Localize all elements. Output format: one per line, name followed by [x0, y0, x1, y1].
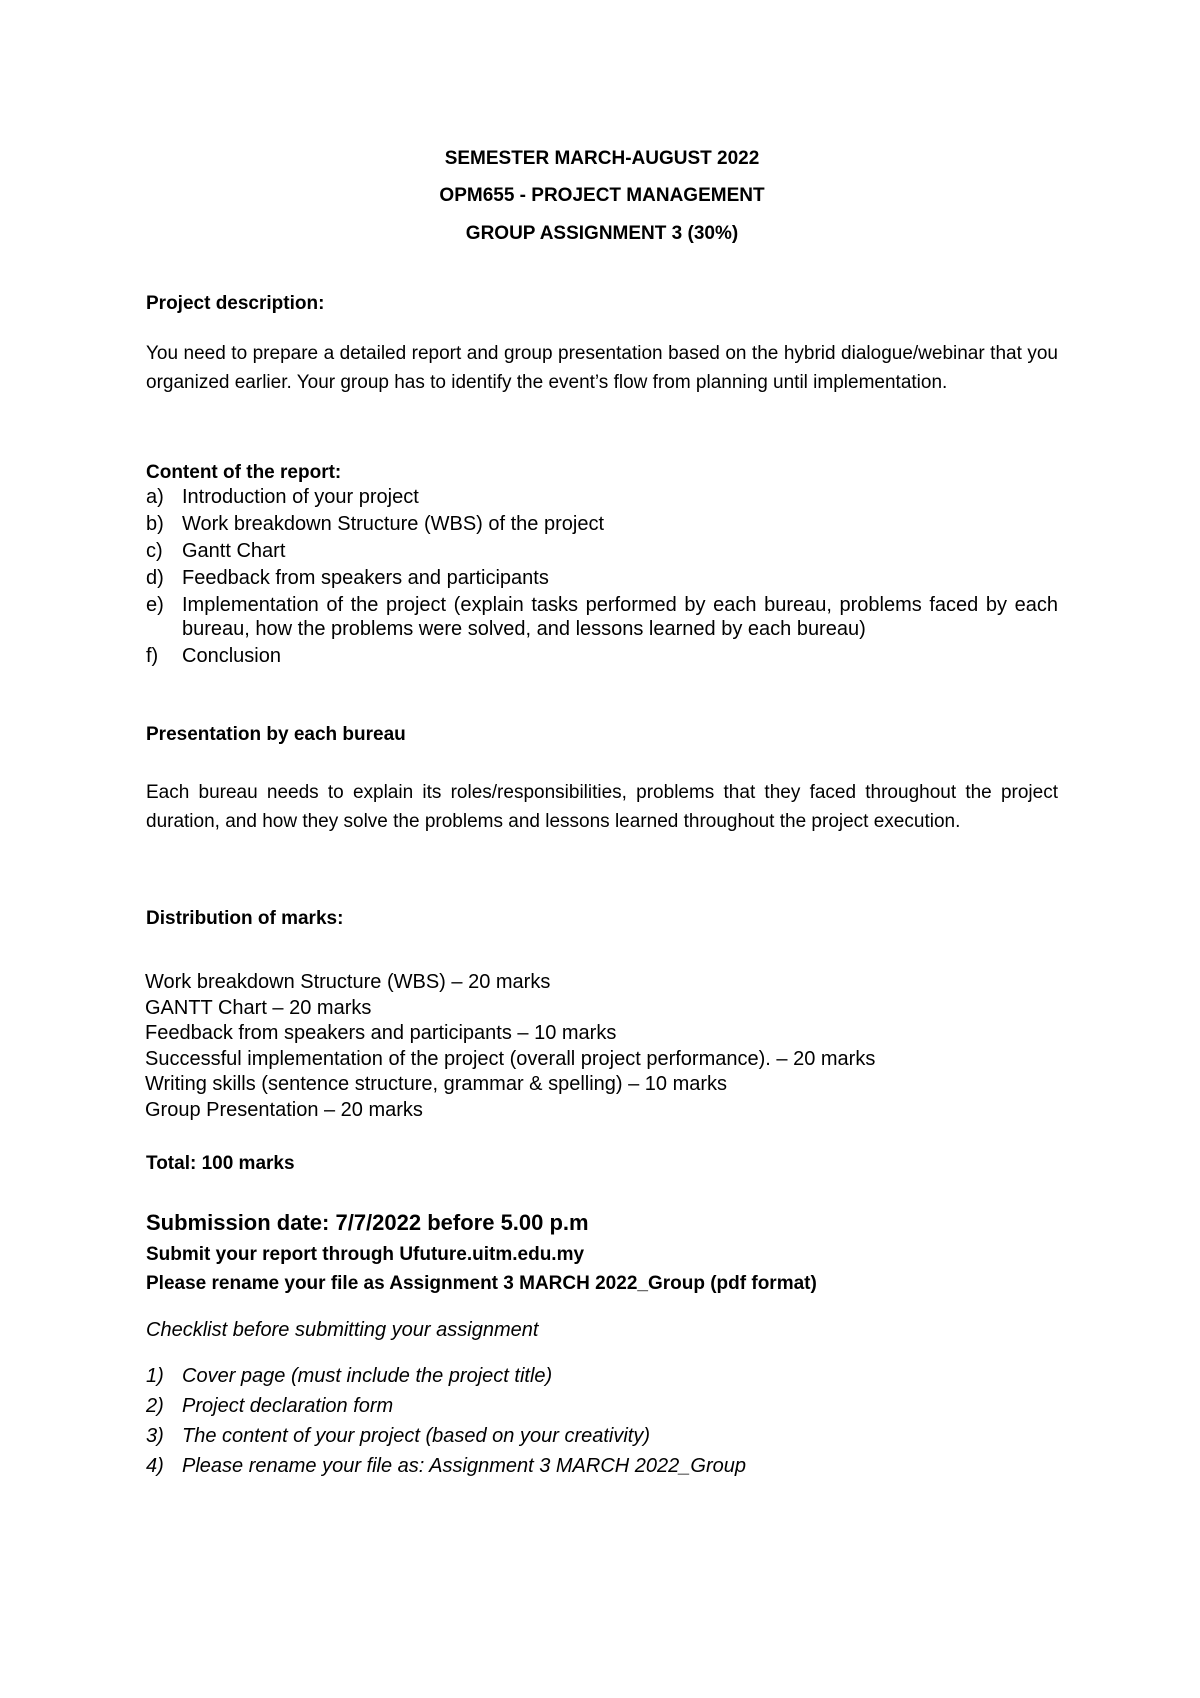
- list-marker: 1): [146, 1365, 164, 1387]
- list-item-text: Feedback from speakers and participants: [182, 567, 549, 589]
- list-item: [110, 644, 1058, 668]
- submission-rename: Please rename your file as Assignment 3 MARCH 2022_Group (pdf format): [146, 1273, 817, 1294]
- list-marker: 2): [146, 1395, 164, 1417]
- checklist-list: [110, 1361, 1058, 1481]
- marks-item: Successful implementation of the project (overall project performance). – 20 marks: [145, 1047, 876, 1070]
- list-item: [110, 539, 1058, 563]
- list-item: [110, 485, 1058, 509]
- list-marker: f): [146, 645, 159, 667]
- list-item-text: Project declaration form: [182, 1395, 394, 1417]
- marks-item: Work breakdown Structure (WBS) – 20 marks: [145, 971, 551, 993]
- marks-item: Feedback from speakers and participants – 10 marks: [145, 1022, 617, 1044]
- list-item: [110, 593, 1058, 641]
- list-item-text: Cover page (must include the project title): [182, 1365, 553, 1387]
- submission-date: Submission date: 7/7/2022 before 5.00 p.m: [146, 1210, 589, 1235]
- project-description-heading: Project description:: [146, 293, 325, 314]
- list-marker: e): [146, 594, 164, 616]
- report-content-list: [110, 485, 1058, 668]
- report-content-heading: Content of the report:: [146, 462, 342, 483]
- list-item-text: Implementation of the project (explain tasks performed by each bureau, problems faced by each bureau, how the problems were solved, and lessons learned by each bureau): [182, 594, 1058, 640]
- presentation-heading: Presentation by each bureau: [146, 724, 406, 745]
- course-title: OPM655 - PROJECT MANAGEMENT: [439, 185, 765, 206]
- list-item-text: The content of your project (based on your creativity): [182, 1425, 651, 1447]
- project-description-text: You need to prepare a detailed report and group presentation based on the hybrid dialogue/webinar that you organized earlier. Your group has to identify the event’s flow from planning until implementation.: [146, 343, 1058, 393]
- semester-title: SEMESTER MARCH-AUGUST 2022: [444, 148, 760, 169]
- submission-through: Submit your report through Ufuture.uitm.edu.my: [146, 1244, 585, 1265]
- list-marker: c): [146, 540, 163, 562]
- list-marker: 3): [146, 1425, 164, 1447]
- list-item-text: Gantt Chart: [182, 540, 286, 562]
- marks-item: Writing skills (sentence structure, grammar & spelling) – 10 marks: [145, 1073, 728, 1095]
- checklist-heading: Checklist before submitting your assignment: [146, 1319, 539, 1341]
- assignment-title: GROUP ASSIGNMENT 3 (30%): [465, 223, 739, 244]
- list-item-text: Introduction of your project: [182, 486, 419, 508]
- list-item-text: Conclusion: [182, 645, 281, 667]
- list-item: [110, 1451, 1058, 1481]
- list-item-text: Please rename your file as: Assignment 3 MARCH 2022_Group: [182, 1455, 746, 1477]
- list-item-text: Work breakdown Structure (WBS) of the project: [182, 513, 605, 535]
- list-item: [110, 1391, 1058, 1421]
- marks-item: GANTT Chart – 20 marks: [145, 996, 372, 1019]
- marks-item: Group Presentation – 20 marks: [145, 1098, 423, 1121]
- list-marker: 4): [146, 1455, 164, 1477]
- list-marker: d): [146, 567, 164, 589]
- list-item: [110, 1361, 1058, 1391]
- list-item: [110, 512, 1058, 536]
- list-marker: a): [146, 486, 164, 508]
- list-item: [110, 1421, 1058, 1451]
- marks-list: [145, 970, 1057, 1123]
- presentation-text: Each bureau needs to explain its roles/responsibilities, problems that they faced throughout the project duration, and how they solve the problems and lessons learned throughout the project execution.: [146, 782, 1058, 832]
- marks-total: Total: 100 marks: [146, 1153, 295, 1174]
- list-item: [110, 566, 1058, 590]
- list-marker: b): [146, 513, 164, 535]
- marks-heading: Distribution of marks:: [146, 908, 344, 929]
